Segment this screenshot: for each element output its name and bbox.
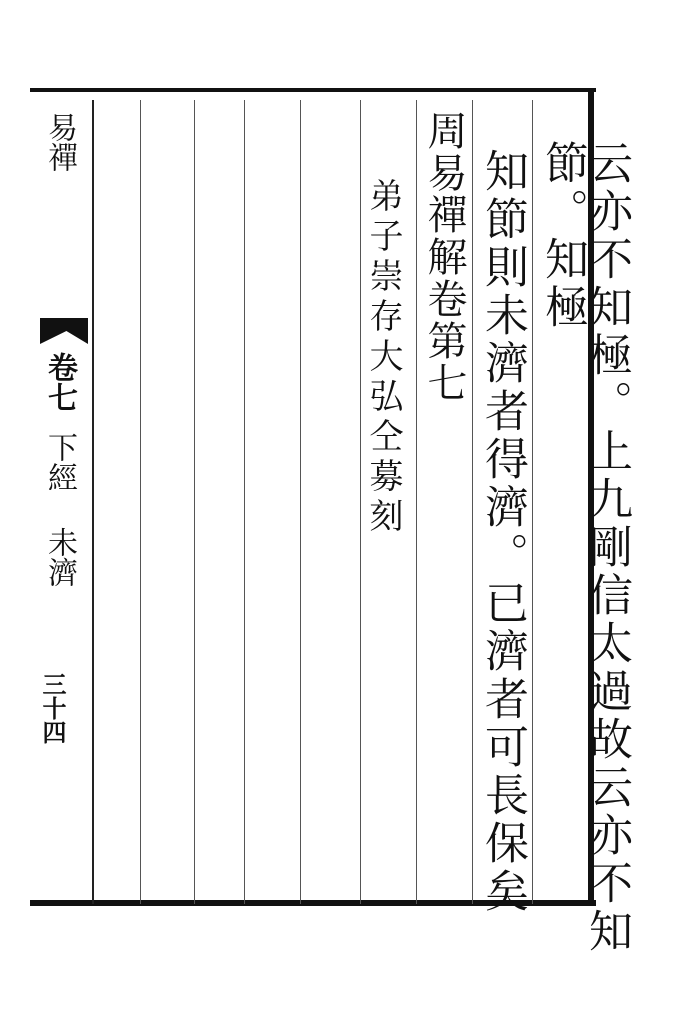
margin-book-title: 易禪 [42, 112, 77, 172]
column-rule [300, 100, 301, 904]
column-rule [416, 100, 417, 904]
top-border [30, 88, 596, 92]
column-rule [194, 100, 195, 904]
chapter-title: 周易禪解卷第七 [421, 110, 467, 404]
column-rule [472, 100, 473, 904]
column-rule [532, 100, 533, 904]
margin-volume: 卷七 [42, 352, 77, 412]
fishtail-ornament [40, 318, 88, 344]
margin-rule [92, 100, 94, 904]
column-rule [140, 100, 141, 904]
text-column-2: 知節則未濟者得濟。已濟者可長保矣 [477, 148, 528, 916]
margin-page-number: 三十四 [38, 672, 67, 744]
column-rule [244, 100, 245, 904]
margin-section: 下經 未濟 [42, 432, 77, 587]
engraver-credit: 弟子崇存大弘仝募刻 [363, 178, 403, 538]
column-rule [360, 100, 361, 904]
text-column-1: 云亦不知極。上九剛信太過故云亦不知節。知極 [537, 140, 632, 956]
